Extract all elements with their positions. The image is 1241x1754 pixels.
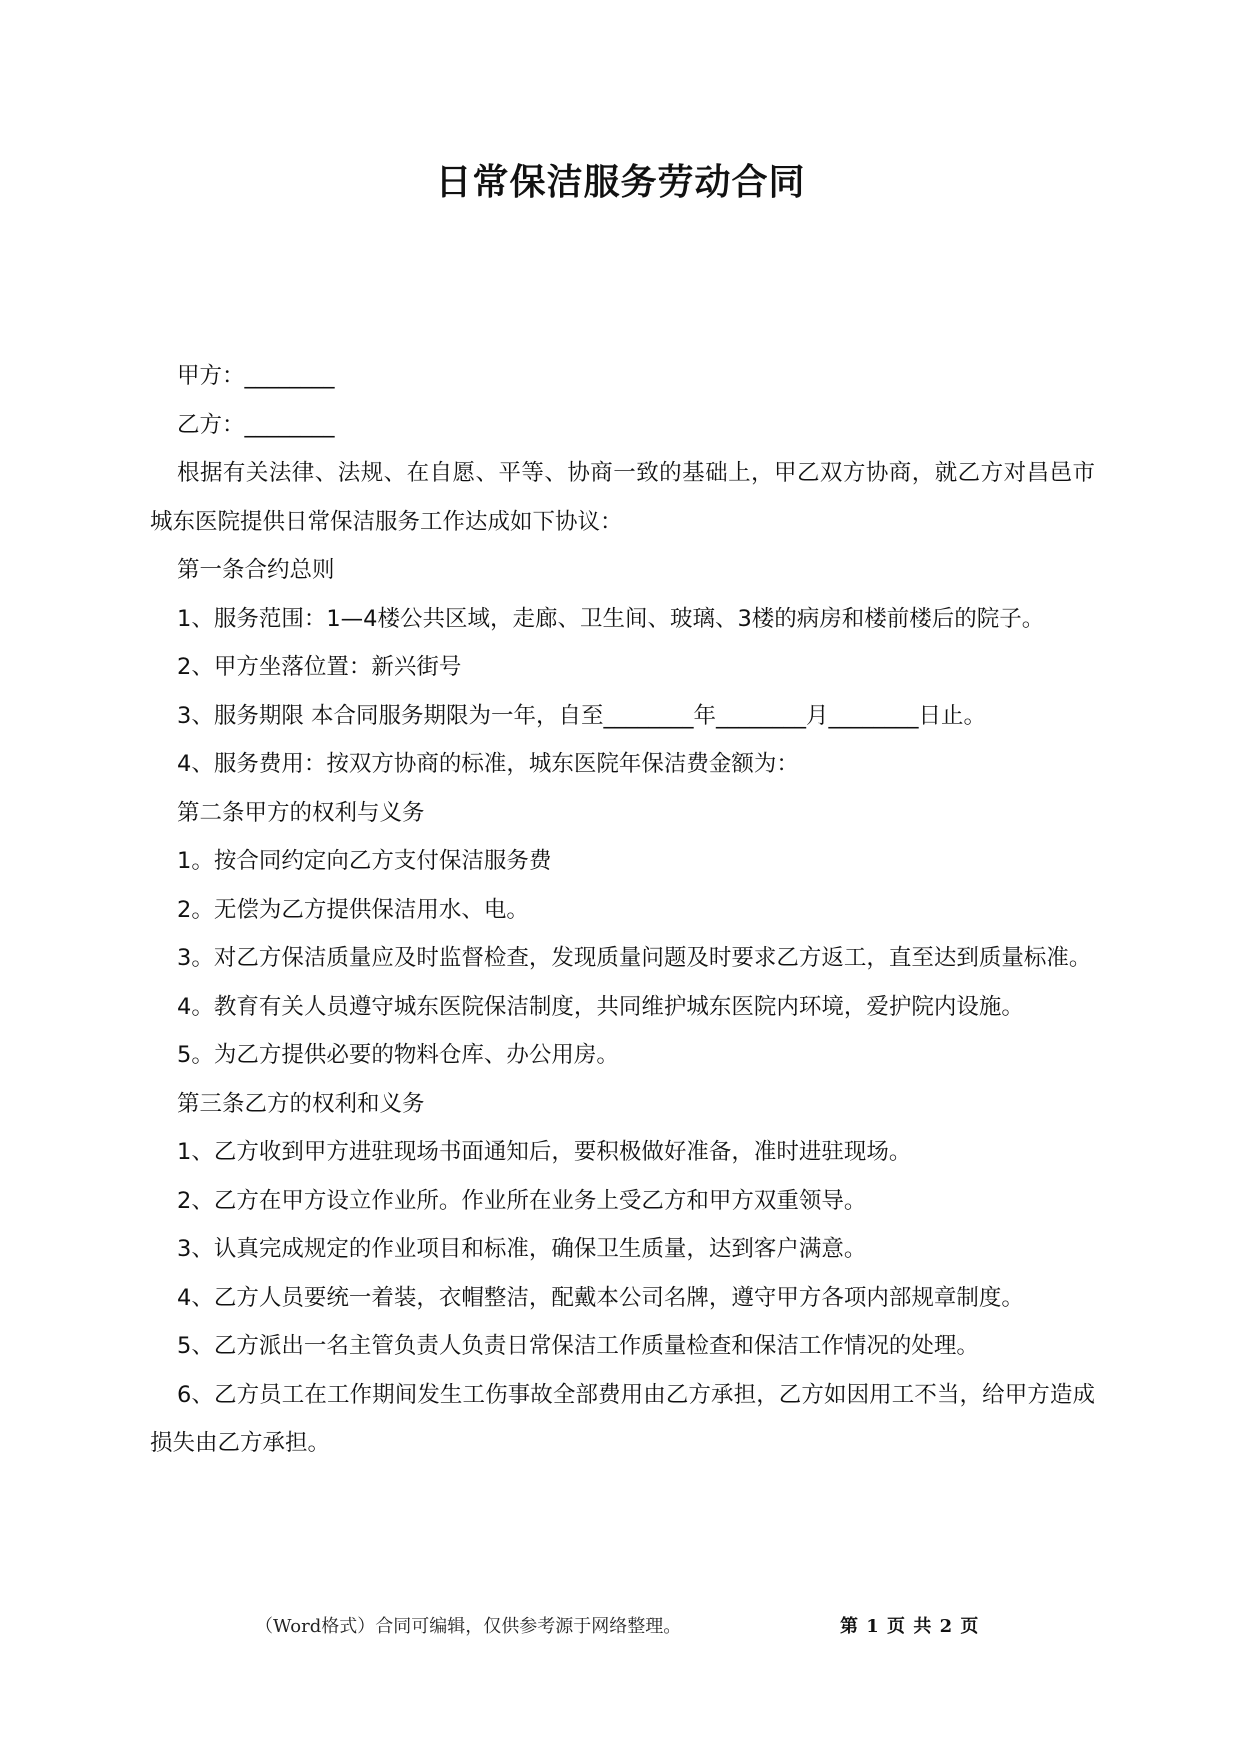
paragraph: 3、认真完成规定的作业项目和标准，确保卫生质量，达到客户满意。	[177, 1236, 867, 1262]
paragraph: 1、服务范围：1—4楼公共区域，走廊、卫生间、玻璃、3楼的病房和楼前楼后的院子。	[177, 605, 1045, 632]
paragraph: 3、服务期限 本合同服务期限为一年，自至________年________月________日止。	[177, 702, 986, 729]
paragraph-preamble: 根据有关法律、法规、在自愿、平等、协商一致的基础上，甲乙双方协商，就乙方对昌邑市城东医院提供日常保洁服务工作达成如下协议：	[150, 460, 1095, 535]
page-number: 第 1 页 共 2 页	[840, 1616, 980, 1637]
paragraph: 5。为乙方提供必要的物料仓库、办公用房。	[177, 1042, 619, 1068]
paragraph: 1、乙方收到甲方进驻现场书面通知后，要积极做好准备，准时进驻现场。	[177, 1139, 912, 1165]
article-1-heading: 第一条合约总则	[177, 557, 335, 583]
paragraph: 4、服务费用：按双方协商的标准，城东医院年保洁费金额为：	[177, 751, 799, 777]
paragraph: 3。对乙方保洁质量应及时监督检查，发现质量问题及时要求乙方返工，直至达到质量标准。	[177, 945, 1092, 971]
paragraph: 2。无偿为乙方提供保洁用水、电。	[177, 896, 529, 923]
paragraph: 1。按合同约定向乙方支付保洁服务费	[177, 848, 552, 874]
paragraph-party-a: 甲方：________	[177, 363, 335, 389]
paragraph-party-b: 乙方：________	[177, 411, 335, 438]
article-2-heading: 第二条甲方的权利与义务	[177, 799, 425, 826]
paragraph: 6、乙方员工在工作期间发生工伤事故全部费用由乙方承担，乙方如因用工不当，给甲方造成损失由乙方承担。	[150, 1381, 1095, 1456]
paragraph: 4、乙方人员要统一着装，衣帽整洁，配戴本公司名牌，遵守甲方各项内部规章制度。	[177, 1284, 1024, 1311]
footer-note: （Word格式）合同可编辑，仅供参考源于网络整理。	[255, 1616, 682, 1637]
document-title: 日常保洁服务劳动合同	[435, 162, 806, 203]
paragraph: 4。教育有关人员遵守城东医院保洁制度，共同维护城东医院内环境，爱护院内设施。	[177, 993, 1024, 1020]
article-3-heading: 第三条乙方的权利和义务	[177, 1090, 425, 1117]
paragraph: 2、乙方在甲方设立作业所。作业所在业务上受乙方和甲方双重领导。	[177, 1187, 867, 1214]
paragraph: 5、乙方派出一名主管负责人负责日常保洁工作质量检查和保洁工作情况的处理。	[177, 1333, 979, 1359]
document-body	[150, 352, 1095, 1468]
paragraph: 2、甲方坐落位置：新兴街号	[177, 654, 462, 680]
page-footer	[0, 1612, 1241, 1642]
